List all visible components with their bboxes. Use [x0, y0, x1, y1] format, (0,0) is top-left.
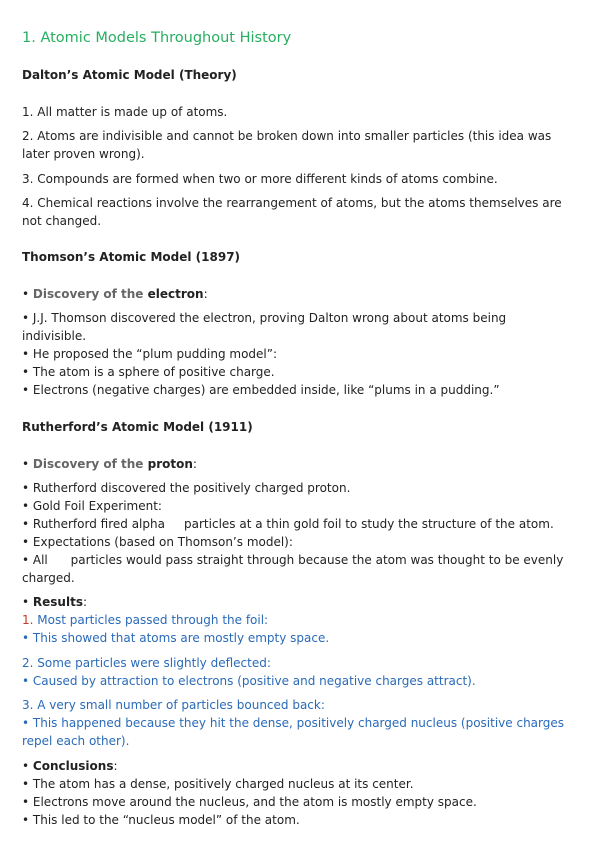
rutherford-discovery-line	[22, 455, 570, 473]
dalton-heading: Dalton’s Atomic Model (Theory)	[22, 68, 237, 82]
dalton-point-3-text: 3. Compounds are formed when two or more different kinds of atoms combine.	[22, 172, 498, 186]
bullet: •	[22, 759, 33, 773]
conclusion-2: • Electrons move around the nucleus, and the atom is mostly empty space.	[22, 795, 477, 809]
result-3-sub-line-1: • This happened because they hit the dense, positively charged nucleus (positive charges	[22, 716, 564, 730]
result-1-line	[22, 611, 570, 629]
conclusion-1: • The atom has a dense, positively charged nucleus at its center.	[22, 777, 414, 791]
dalton-point-1-text: 1. All matter is made up of atoms.	[22, 105, 228, 119]
rutherford-point-1: • Rutherford discovered the positively charged proton.	[22, 481, 351, 495]
thomson-heading: Thomson’s Atomic Model (1897)	[22, 250, 241, 264]
bullet: •	[22, 457, 33, 471]
bullet: •	[22, 287, 33, 301]
thomson-discovery-line	[22, 285, 570, 303]
rutherford-point-5-line-1: • All particles would pass straight through because the atom was thought to be evenly	[22, 553, 564, 567]
result-1-sub: • This showed that atoms are mostly empty space.	[22, 631, 330, 645]
rutherford-heading: Rutherford’s Atomic Model (1911)	[22, 420, 253, 434]
conclusions-heading	[22, 757, 570, 775]
discovery-term: proton	[147, 457, 193, 471]
dalton-point-2-line-2: later proven wrong).	[22, 147, 145, 161]
result-1-text: Most particles passed through the foil:	[33, 613, 269, 627]
conclusion-3: • This led to the “nucleus model” of the atom.	[22, 813, 300, 827]
rutherford-point-3: • Rutherford fired alpha particles at a thin gold foil to study the structure of the atom.	[22, 517, 554, 531]
dalton-point-4-line-2: not changed.	[22, 214, 102, 228]
rutherford-point-5-line-2: charged.	[22, 571, 75, 585]
discovery-term: electron	[147, 287, 204, 301]
result-1-number: 1.	[22, 613, 34, 627]
conclusions	[22, 757, 570, 829]
result-3	[22, 696, 570, 750]
thomson-point-3: • The atom is a sphere of positive charge.	[22, 365, 275, 379]
thomson-point-2: • He proposed the “plum pudding model”:	[22, 347, 278, 361]
results-label-line	[22, 593, 570, 611]
result-1	[22, 611, 570, 647]
bullet: •	[22, 595, 33, 609]
conclusions-label: Conclusions	[32, 759, 114, 773]
colon: :	[113, 759, 118, 773]
dalton-point-3	[22, 170, 570, 188]
dalton-point-4-line-1: 4. Chemical reactions involve the rearrangement of atoms, but the atoms themselves are	[22, 196, 562, 210]
thomson-point-4: • Electrons (negative charges) are embedded inside, like “plums in a pudding.”	[22, 383, 500, 397]
thomson-points	[22, 309, 570, 399]
result-2-text: 2. Some particles were slightly deflected:	[22, 656, 271, 670]
page-title: 1. Atomic Models Throughout History	[22, 30, 292, 46]
colon: :	[82, 595, 88, 609]
rutherford-point-4: • Expectations (based on Thomson’s model):	[22, 535, 293, 549]
rutherford-point-2: • Gold Foil Experiment:	[22, 499, 162, 513]
dalton-point-1	[22, 103, 570, 121]
colon: :	[192, 457, 197, 471]
result-2	[22, 654, 570, 690]
dalton-point-4	[22, 194, 570, 230]
thomson-discovery	[22, 285, 570, 303]
dalton-point-2	[22, 127, 570, 163]
colon: :	[203, 287, 208, 301]
result-3-sub-line-2: repel each other).	[22, 734, 130, 748]
thomson-point-1-line-2: indivisible.	[22, 329, 87, 343]
rutherford-points	[22, 479, 570, 587]
result-3-text: 3. A very small number of particles bounced back:	[22, 698, 325, 712]
discovery-label: Discovery of the	[32, 287, 148, 301]
thomson-point-1-line-1: • J.J. Thomson discovered the electron, proving Dalton wrong about atoms being	[22, 311, 507, 325]
results-label: Results	[32, 595, 83, 609]
results-heading	[22, 593, 570, 611]
dalton-point-2-line-1: 2. Atoms are indivisible and cannot be broken down into smaller particles (this idea was	[22, 129, 552, 143]
rutherford-discovery	[22, 455, 570, 473]
result-2-sub: • Caused by attraction to electrons (positive and negative charges attract).	[22, 674, 476, 688]
discovery-label: Discovery of the	[32, 457, 148, 471]
